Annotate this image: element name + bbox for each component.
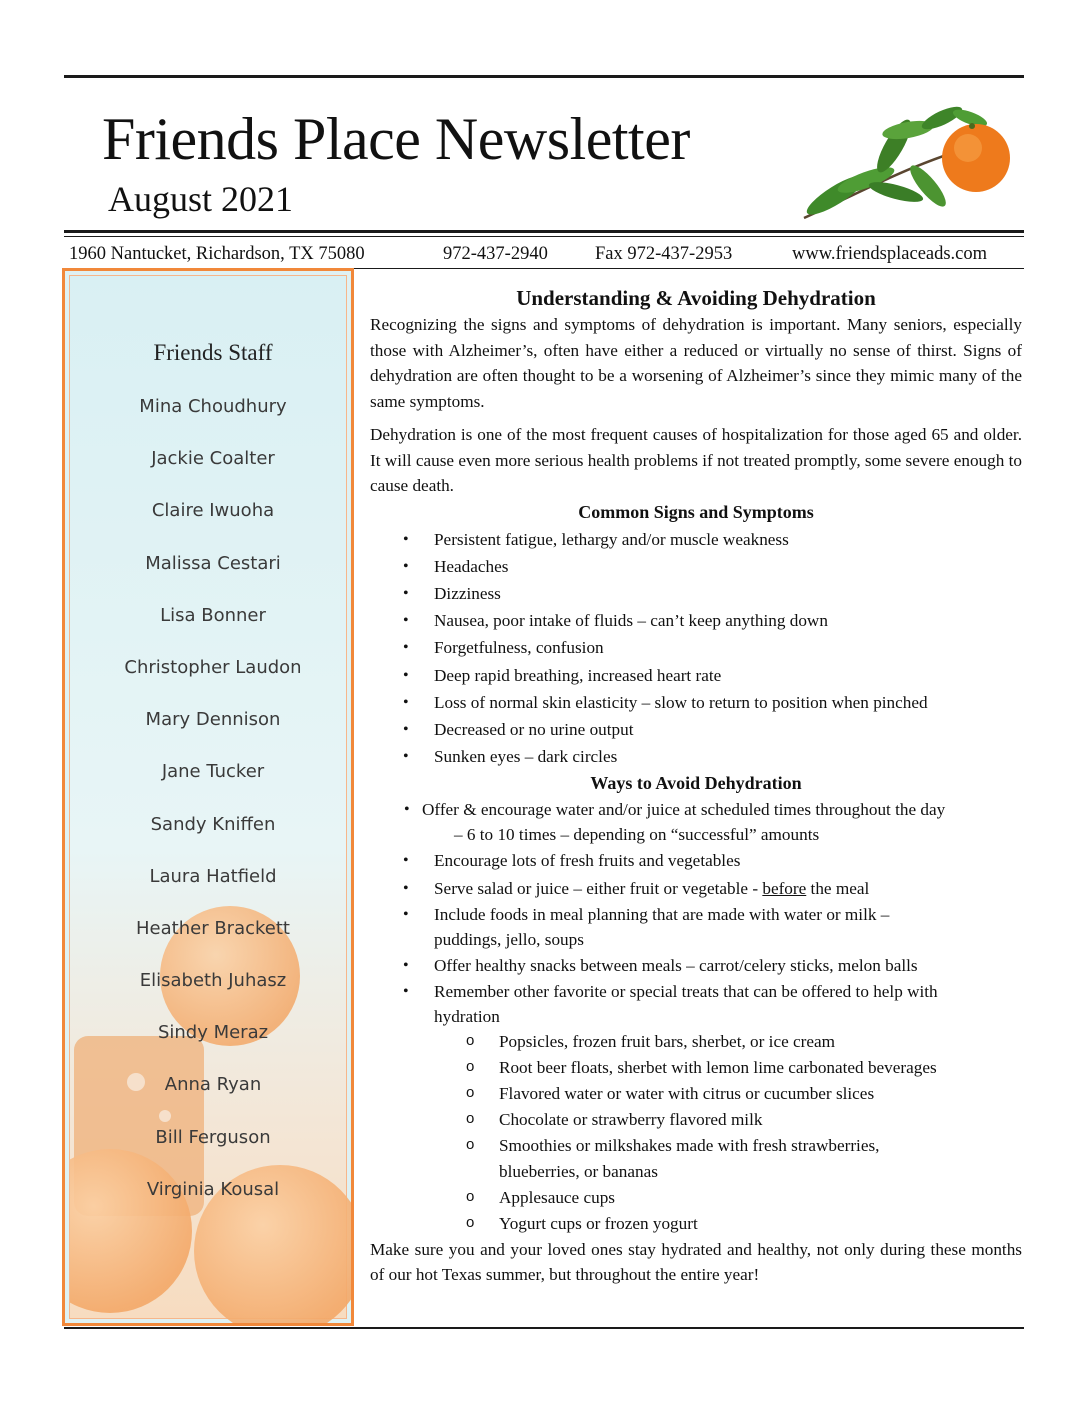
phone: 972-437-2940 [443,244,548,264]
top-rule [64,75,1024,78]
list-item: • Deep rapid breathing, increased heart rate [370,662,1022,689]
staff-list [70,394,354,1229]
list-item [370,979,1022,1029]
list-item-text: Remember other favorite or special treats that can be offered to help with [434,981,938,1001]
staff-name: Virginia Kousal [146,1178,280,1200]
list-item-text: Smoothies or milkshakes made with fresh strawberries, [499,1135,880,1155]
staff-name: Bill Ferguson [155,1126,271,1148]
list-item [370,797,1022,847]
staff-name: Lisa Bonner [160,604,266,626]
article-paragraph: Recognizing the signs and symptoms of dehydration is important. Many seniors, especially those with Alzheimer’s, often have either a reduced or virtually no sense of thirst. Signs of dehydration are often thought to be a worsening of Alzheimer’s since they mimic many of the same symptoms. [370,315,1022,411]
staff-sidebar [62,268,354,1326]
list-item-text: – 6 to 10 times – depending on “successful” amounts [454,825,820,845]
staff-name: Malissa Cestari [145,552,281,574]
sub-list-item: o Popsicles, frozen fruit bars, sherbet, or ice cream [370,1029,1022,1055]
ways-list [370,797,1022,1029]
list-item: • Offer healthy snacks between meals – carrot/celery sticks, melon balls [370,952,1022,979]
staff-name: Christopher Laudon [124,656,302,678]
newsletter-title: Friends Place Newsletter [102,106,690,172]
article-heading: Understanding & Avoiding Dehydration [516,286,876,310]
list-item-text: Offer & encourage water and/or juice at scheduled times throughout the day [422,800,946,820]
list-item-text: puddings, jello, soups [434,929,584,949]
staff-name: Jane Tucker [161,761,265,783]
ways-heading: Ways to Avoid Dehydration [590,773,802,794]
signs-list [370,526,1022,771]
staff-name: Jackie Coalter [151,448,275,470]
list-item-text: the meal [806,878,870,898]
staff-name: Sandy Kniffen [150,813,276,835]
list-item [370,902,1022,952]
sub-list-item [370,1133,1022,1185]
header-rule [64,230,1024,233]
staff-name: Anna Ryan [164,1074,262,1096]
staff-name: Mina Choudhury [139,396,287,417]
header-rule-thin [64,236,1024,237]
staff-name: Elisabeth Juhasz [139,970,287,992]
sub-list-item: o Applesauce cups [370,1185,1022,1211]
sub-list-item: o Chocolate or strawberry flavored milk [370,1107,1022,1133]
website-link[interactable]: www.friendsplaceads.com [792,244,988,264]
list-item: • Persistent fatigue, lethargy and/or muscle weakness [370,526,1022,553]
staff-name: Mary Dennison [145,709,281,731]
list-item: • Sunken eyes – dark circles [370,743,1022,770]
staff-name: Heather Brackett [136,917,290,939]
staff-name: Claire Iwuoha [151,500,275,522]
staff-name: Laura Hatfield [149,865,277,887]
list-item [370,875,1022,902]
article-paragraph: Dehydration is one of the most frequent causes of hospitalization for those aged 65 and older. It will cause even more serious health problems if not treated promptly, some severe enough to cause death. [370,425,1022,495]
address: 1960 Nantucket, Richardson, TX 75080 [69,244,365,264]
staff-title: Friends Staff [153,340,273,365]
sub-list-item: o Flavored water or water with citrus or cucumber slices [370,1081,1022,1107]
list-item: • Nausea, poor intake of fluids – can’t keep anything down [370,607,1022,634]
newsletter-date: August 2021 [108,179,294,219]
list-item: • Headaches [370,553,1022,580]
staff-name: Sindy Meraz [157,1022,269,1044]
emphasis-before: before [762,878,807,898]
sub-list-item: o Root beer floats, sherbet with lemon lime carbonated beverages [370,1055,1022,1081]
list-item: • Forgetfulness, confusion [370,634,1022,661]
list-item: • Encourage lots of fresh fruits and vegetables [370,847,1022,874]
article [370,284,1022,1288]
list-item-text: Serve salad or juice – either fruit or vegetable - [434,878,763,898]
fax: Fax 972-437-2953 [595,244,733,264]
list-item-text: blueberries, or bananas [499,1161,658,1181]
list-item: • Decreased or no urine output [370,716,1022,743]
list-item: • Loss of normal skin elasticity – slow to return to position when pinched [370,689,1022,716]
signs-heading: Common Signs and Symptoms [578,501,814,522]
list-item-text: hydration [434,1006,500,1026]
treats-list [370,1029,1022,1237]
contact-bar [64,241,1024,267]
bottom-rule [64,1327,1024,1329]
orange-branch-illustration [796,100,1016,226]
list-item: • Dizziness [370,580,1022,607]
list-item-text: Include foods in meal planning that are made with water or milk – [434,904,890,924]
closing-paragraph: Make sure you and your loved ones stay hydrated and healthy, not only during these months of our hot Texas summer, but throughout the entire year! [370,1239,1022,1285]
sub-list-item: o Yogurt cups or frozen yogurt [370,1211,1022,1237]
sidebar-inner [69,275,347,1319]
